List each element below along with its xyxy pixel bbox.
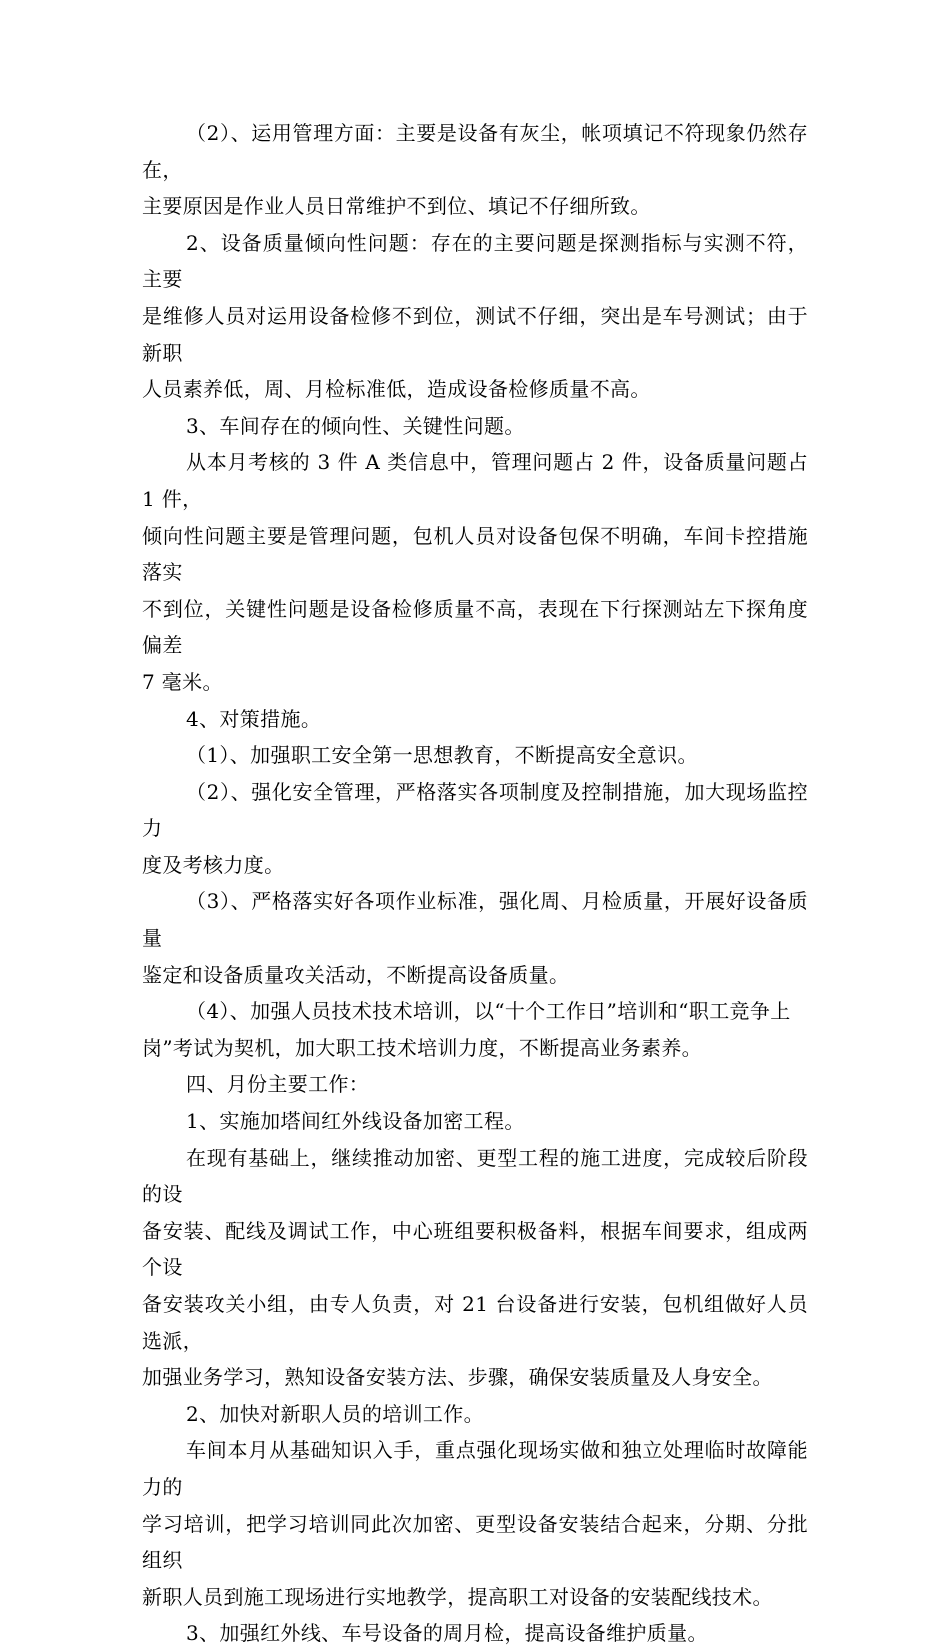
paragraph xyxy=(142,1432,808,1615)
text-line: （2）、运用管理方面：主要是设备有灰尘，帐项填记不符现象仍然存在， xyxy=(142,121,808,182)
text-line: 不到位，关键性问题是设备检修质量不高，表现在下行探测站左下探角度偏差 xyxy=(142,596,808,658)
paragraph xyxy=(142,1103,808,1140)
paragraph xyxy=(142,408,808,445)
text-line: （4）、加强人员技术技术培训，以“十个工作日”培训和“职工竞争上 xyxy=(186,999,791,1024)
text-line: 鉴定和设备质量攻关活动，不断提高设备质量。 xyxy=(142,962,570,987)
text-line: （2）、强化安全管理，严格落实各项制度及控制措施，加大现场监控力 xyxy=(142,779,808,841)
text-line: （1）、加强职工安全第一思想教育，不断提高安全意识。 xyxy=(186,743,698,768)
text-line: 是维修人员对运用设备检修不到位，测试不仔细，突出是车号测试；由于新职 xyxy=(142,303,808,365)
paragraph xyxy=(142,774,808,884)
text-line: 在现有基础上，继续推动加密、更型工程的施工进度，完成较后阶段的设 xyxy=(142,1145,808,1207)
text-line: 人员素养低，周、月检标准低，造成设备检修质量不高。 xyxy=(142,377,651,402)
text-line: 加强业务学习，熟知设备安装方法、步骤，确保安装质量及人身安全。 xyxy=(142,1365,773,1390)
document-body xyxy=(142,115,808,1652)
paragraph xyxy=(142,737,808,774)
text-line: 新职人员到施工现场进行实地教学，提高职工对设备的安装配线技术。 xyxy=(142,1584,773,1609)
text-line: 2、设备质量倾向性问题：存在的主要问题是探测指标与实测不符，主要 xyxy=(142,230,808,292)
text-line: 3、加强红外线、车号设备的周月检，提高设备维护质量。 xyxy=(186,1621,708,1646)
paragraph xyxy=(142,701,808,738)
text-line: 备安装攻关小组，由专人负责，对 21 台设备进行安装，包机组做好人员选派， xyxy=(142,1292,808,1353)
section-heading xyxy=(142,1066,808,1103)
text-line: 3、车间存在的倾向性、关键性问题。 xyxy=(186,413,525,438)
text-line: 4、对策措施。 xyxy=(186,706,322,731)
text-line: 倾向性问题主要是管理问题，包机人员对设备包保不明确，车间卡控措施落实 xyxy=(142,523,808,585)
text-line: 四、月份主要工作： xyxy=(186,1072,370,1097)
paragraph xyxy=(142,115,808,225)
text-line: 岗”考试为契机，加大职工技术培训力度，不断提高业务素养。 xyxy=(142,1035,703,1060)
paragraph xyxy=(142,444,808,700)
text-line: 备安装、配线及调试工作，中心班组要积极备料，根据车间要求，组成两个设 xyxy=(142,1218,808,1280)
text-line: （3）、严格落实好各项作业标准，强化周、月检质量，开展好设备质量 xyxy=(142,889,808,951)
text-line: 主要原因是作业人员日常维护不到位、填记不仔细所致。 xyxy=(142,194,651,219)
paragraph xyxy=(142,1140,808,1396)
text-line: 1、实施加塔间红外线设备加密工程。 xyxy=(186,1109,525,1134)
text-line: 2、加快对新职人员的培训工作。 xyxy=(186,1401,484,1426)
paragraph xyxy=(142,1615,808,1652)
text-line: 学习培训，把学习培训同此次加密、更型设备安装结合起来，分期、分批组织 xyxy=(142,1511,808,1573)
text-line: 车间本月从基础知识入手，重点强化现场实做和独立处理临时故障能力的 xyxy=(142,1438,808,1499)
text-line: 7 毫米。 xyxy=(142,669,223,694)
paragraph xyxy=(142,883,808,993)
paragraph xyxy=(142,1396,808,1433)
text-line: 从本月考核的 3 件 A 类信息中，管理问题占 2 件，设备质量问题占 1 件， xyxy=(142,450,808,511)
text-line: 度及考核力度。 xyxy=(142,852,285,877)
paragraph xyxy=(142,225,808,408)
paragraph xyxy=(142,993,808,1066)
